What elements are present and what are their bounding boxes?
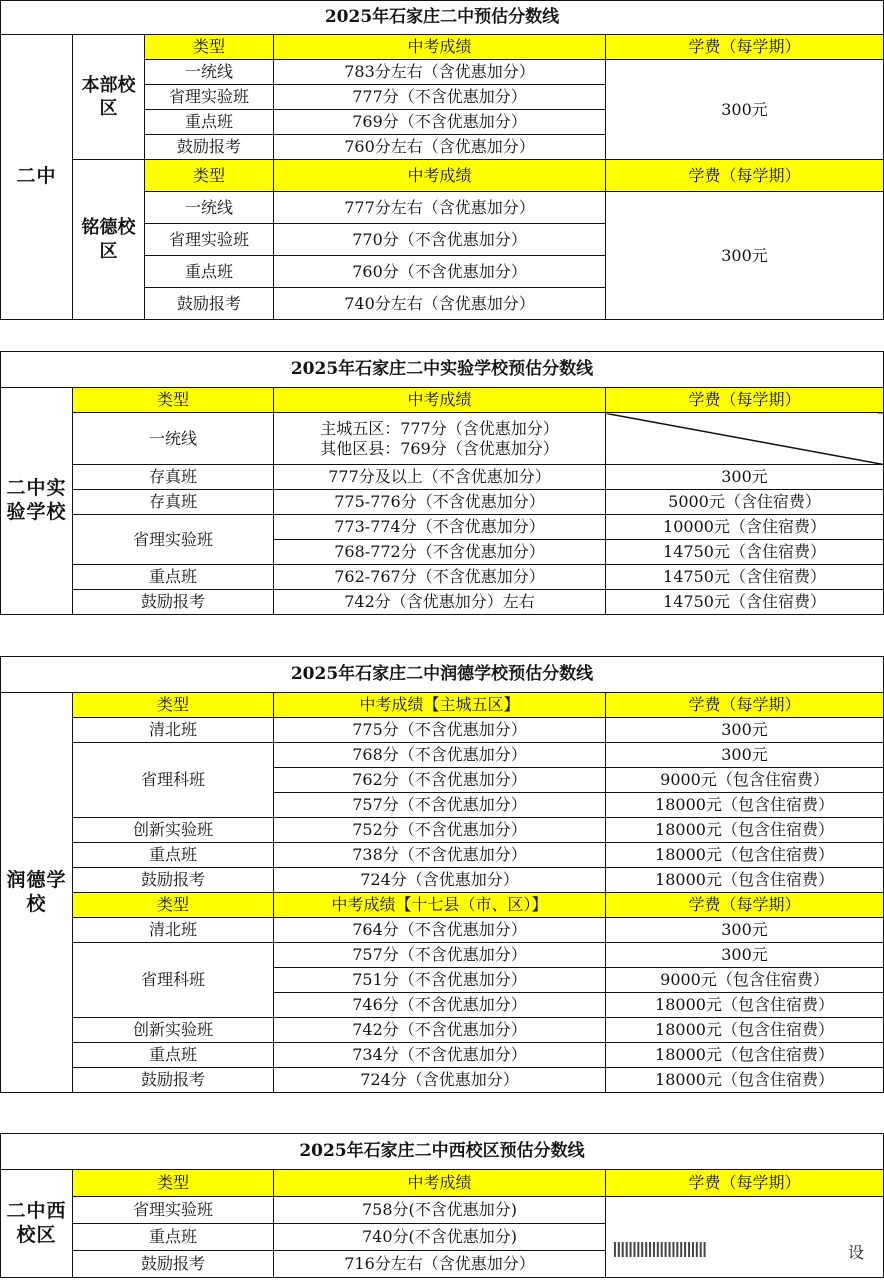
row-type: 重点班 (145, 256, 274, 288)
row-type: 存真班 (73, 490, 274, 515)
header-type: 类型 (73, 1170, 274, 1197)
row-score: 740分(不含优惠加分) (274, 1224, 606, 1251)
section-shiyan (0, 351, 884, 615)
section-erzhong (0, 0, 884, 320)
row-type: 清北班 (73, 918, 274, 943)
row-score: 751分（不含优惠加分） (274, 968, 606, 993)
row-score: 773-774分（不含优惠加分） (274, 515, 606, 540)
header-score: 中考成绩【十七县（市、区）】 (274, 893, 606, 918)
row-type: 鼓励报考 (145, 135, 274, 160)
header-fee: 学费（每学期） (606, 1170, 884, 1197)
row-score: 752分（不含优惠加分） (274, 818, 606, 843)
header-fee: 学费（每学期） (606, 893, 884, 918)
row-score: 724分（含优惠加分） (274, 1068, 606, 1093)
school-name: 润德学校 (1, 693, 73, 1093)
row-score: 757分（不含优惠加分） (274, 793, 606, 818)
row-type: 清北班 (73, 718, 274, 743)
row-fee: 18000元（包含住宿费） (606, 1068, 884, 1093)
row-type: 鼓励报考 (73, 868, 274, 893)
row-score: 768分（不含优惠加分） (274, 743, 606, 768)
row-fee: 14750元（含住宿费） (606, 565, 884, 590)
row-fee: 9000元（包含住宿费） (606, 768, 884, 793)
header-type: 类型 (73, 388, 274, 413)
row-score: 769分（不含优惠加分） (274, 110, 606, 135)
school-name: 二中西校区 (1, 1170, 73, 1278)
row-type: 省理实验班 (145, 224, 274, 256)
header-score: 中考成绩 (274, 1170, 606, 1197)
row-type: 存真班 (73, 465, 274, 490)
header-score: 中考成绩【主城五区】 (274, 693, 606, 718)
row-fee-empty (606, 413, 884, 465)
row-fee: 300元 (606, 192, 884, 320)
score-table-runde (0, 656, 884, 1093)
header-fee: 学费（每学期） (606, 160, 884, 192)
row-fee: 9000元（包含住宿费） (606, 968, 884, 993)
row-type: 重点班 (73, 843, 274, 868)
row-type: 重点班 (73, 1043, 274, 1068)
row-type: 重点班 (145, 110, 274, 135)
row-score: 760分（不含优惠加分） (274, 256, 606, 288)
row-score: 777分（不含优惠加分） (274, 85, 606, 110)
header-type: 类型 (73, 893, 274, 918)
table-title: 2025年石家庄二中润德学校预估分数线 (1, 657, 884, 693)
row-score: 783分左右（含优惠加分） (274, 60, 606, 85)
watermark-overlay (612, 1230, 868, 1270)
row-score: 742分（含优惠加分）左右 (274, 590, 606, 615)
row-type: 鼓励报考 (73, 1068, 274, 1093)
row-fee: 18000元（包含住宿费） (606, 868, 884, 893)
score-line: 其他区县：769分（含优惠加分） (320, 438, 559, 458)
row-fee: 10000元（含住宿费） (606, 515, 884, 540)
row-type: 创新实验班 (73, 818, 274, 843)
row-score: 775-776分（不含优惠加分） (274, 490, 606, 515)
row-score: 746分（不含优惠加分） (274, 993, 606, 1018)
row-score: 758分(不含优惠加分) (274, 1197, 606, 1224)
row-score: 775分（不含优惠加分） (274, 718, 606, 743)
row-fee: 300元 (606, 743, 884, 768)
row-fee: 14750元（含住宿费） (606, 540, 884, 565)
header-type: 类型 (145, 35, 274, 60)
row-type: 鼓励报考 (73, 590, 274, 615)
row-fee: 18000元（包含住宿费） (606, 993, 884, 1018)
row-type: 一统线 (145, 192, 274, 224)
score-table-erzhong (0, 0, 884, 320)
section-runde (0, 656, 884, 1093)
header-score: 中考成绩 (274, 160, 606, 192)
row-score: 757分（不含优惠加分） (274, 943, 606, 968)
row-score: 738分（不含优惠加分） (274, 843, 606, 868)
row-type: 省理科班 (73, 943, 274, 1018)
school-name: 二中 (1, 35, 73, 320)
row-fee: 300元 (606, 918, 884, 943)
row-score: 777分左右（含优惠加分） (274, 192, 606, 224)
row-score: 770分（不含优惠加分） (274, 224, 606, 256)
row-score: 716分左右（含优惠加分） (274, 1251, 606, 1278)
row-score: 740分左右（含优惠加分） (274, 288, 606, 320)
school-name: 二中实验学校 (1, 388, 73, 615)
row-type: 重点班 (73, 565, 274, 590)
row-score: 742分（不含优惠加分） (274, 1018, 606, 1043)
row-score: 768-772分（不含优惠加分） (274, 540, 606, 565)
header-score: 中考成绩 (274, 388, 606, 413)
row-type: 创新实验班 (73, 1018, 274, 1043)
header-type: 类型 (145, 160, 274, 192)
row-type: 一统线 (73, 413, 274, 465)
row-fee: 300元 (606, 60, 884, 160)
row-score: 762分（不含优惠加分） (274, 768, 606, 793)
row-fee: 18000元（包含住宿费） (606, 843, 884, 868)
table-title: 2025年石家庄二中西校区预估分数线 (1, 1134, 884, 1170)
row-type: 省理实验班 (73, 515, 274, 565)
row-fee: 5000元（含住宿费） (606, 490, 884, 515)
watermark-bars: IIIIIIIIIIIIIIIIIIIIIIII (612, 1238, 706, 1262)
watermark-text: 设 (847, 1243, 864, 1262)
row-score (274, 413, 606, 465)
row-fee: 18000元（包含住宿费） (606, 1043, 884, 1068)
row-fee: 18000元（包含住宿费） (606, 793, 884, 818)
table-title: 2025年石家庄二中实验学校预估分数线 (1, 352, 884, 388)
row-fee: 300元 (606, 718, 884, 743)
score-line: 主城五区：777分（含优惠加分） (320, 418, 559, 438)
row-score: 762-767分（不含优惠加分） (274, 565, 606, 590)
score-table-shiyan (0, 351, 884, 615)
row-score: 734分（不含优惠加分） (274, 1043, 606, 1068)
row-fee: 300元 (606, 465, 884, 490)
header-fee: 学费（每学期） (606, 693, 884, 718)
campus-name: 本部校区 (73, 35, 145, 160)
table-title: 2025年石家庄二中预估分数线 (1, 1, 884, 35)
header-score: 中考成绩 (274, 35, 606, 60)
row-type: 省理科班 (73, 743, 274, 818)
row-fee: 18000元（包含住宿费） (606, 1018, 884, 1043)
row-fee: 18000元（包含住宿费） (606, 818, 884, 843)
header-fee: 学费（每学期） (606, 35, 884, 60)
campus-name: 铭德校区 (73, 160, 145, 320)
row-fee: 300元 (606, 943, 884, 968)
header-type: 类型 (73, 693, 274, 718)
row-type: 省理实验班 (145, 85, 274, 110)
row-score: 777分及以上（不含优惠加分） (274, 465, 606, 490)
row-type: 一统线 (145, 60, 274, 85)
row-score: 760分左右（含优惠加分） (274, 135, 606, 160)
row-type: 重点班 (73, 1224, 274, 1251)
row-type: 鼓励报考 (73, 1251, 274, 1278)
row-fee: 14750元（含住宿费） (606, 590, 884, 615)
row-type: 鼓励报考 (145, 288, 274, 320)
row-type: 省理实验班 (73, 1197, 274, 1224)
row-score: 764分（不含优惠加分） (274, 918, 606, 943)
row-score: 724分（含优惠加分） (274, 868, 606, 893)
header-fee: 学费（每学期） (606, 388, 884, 413)
